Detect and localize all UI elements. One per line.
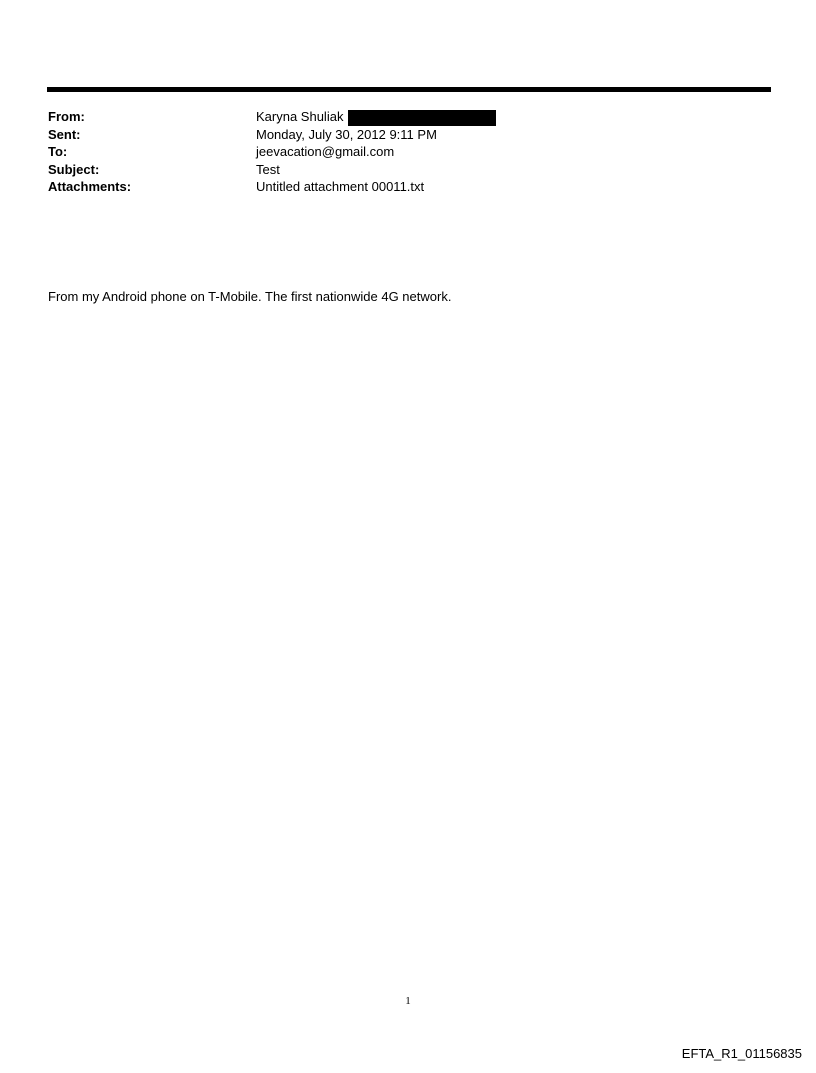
from-label: From:: [48, 109, 85, 124]
page-number: 1: [405, 995, 411, 1007]
sent-value: Monday, July 30, 2012 9:11 PM: [256, 126, 437, 142]
to-value: jeevacation@gmail.com: [256, 144, 395, 159]
header-divider: [47, 87, 771, 92]
subject-value: Test: [256, 161, 280, 177]
attachments-row: [48, 178, 496, 196]
sent-row: [48, 126, 496, 144]
to-label: To:: [48, 144, 68, 159]
subject-label: Subject:: [48, 161, 100, 177]
email-header: [48, 108, 496, 196]
attachments-label: Attachments:: [48, 179, 132, 194]
sent-label: Sent:: [48, 126, 81, 142]
to-row: [48, 143, 496, 161]
sender-name: Karyna Shuliak: [256, 108, 344, 124]
document-id: EFTA_R1_01156835: [681, 1046, 802, 1061]
subject-row: [48, 161, 496, 179]
attachments-value: Untitled attachment 00011.txt: [256, 179, 425, 194]
redaction-box: [348, 110, 496, 126]
email-body: From my Android phone on T-Mobile. The first nationwide 4G network.: [48, 289, 452, 304]
from-row: [48, 108, 496, 126]
from-value: [256, 108, 496, 126]
